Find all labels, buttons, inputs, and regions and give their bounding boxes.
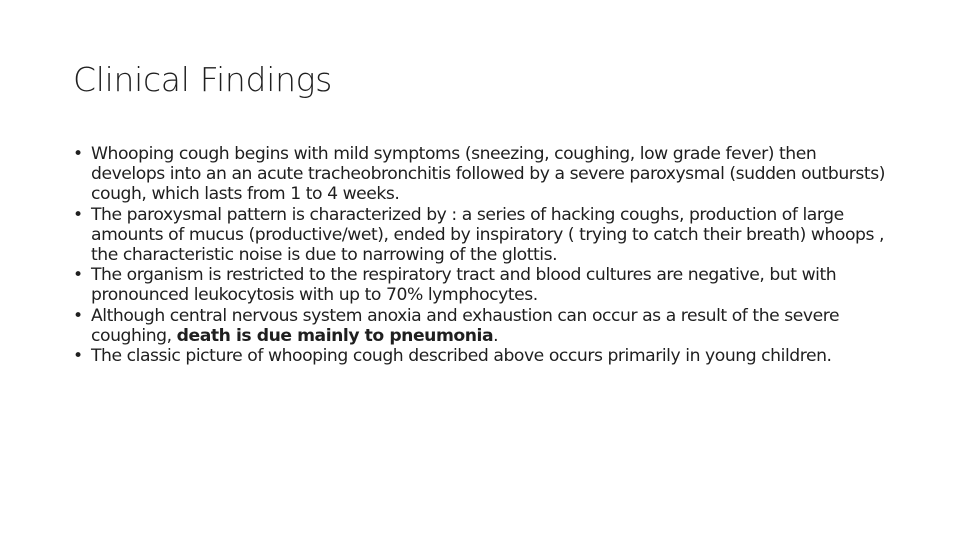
bullet-marker: • [73, 204, 83, 225]
bullet-item [73, 265, 893, 305]
bullet-item [73, 346, 893, 366]
bullet-text: The organism is restricted to the respiratory tract and blood cultures are negative, but with pronounced leukocytosis with up to 70% lymphocytes. [91, 265, 837, 306]
bullet-marker: • [73, 265, 83, 286]
bullet-item [73, 306, 893, 346]
bullet-marker: • [73, 144, 83, 164]
bullet-list [73, 144, 893, 366]
bullet-text [91, 306, 893, 346]
bullet-marker: • [73, 305, 83, 326]
bullet-text: The classic picture of whooping cough described above occurs primarily in young children. [91, 346, 832, 367]
bullet-text-part: Although central nervous system anoxia and exhaustion can occur as a result of the severe coughing, [91, 305, 840, 346]
bullet-item [73, 144, 893, 205]
bullet-text-part: . [493, 325, 499, 346]
bullet-marker: • [73, 346, 83, 367]
bullet-text: The paroxysmal pattern is characterized by : a series of hacking coughs, production of large amounts of mucus (productive/wet), ended by inspiratory ( trying to catch their breath) whoops , the characteristic noise is due to narrowing of the glottis. [91, 204, 885, 266]
slide-title: Clinical Findings [73, 60, 333, 99]
emphasized-text: death is due mainly to pneumonia [176, 325, 494, 346]
bullet-text: Whooping cough begins with mild symptoms (sneezing, coughing, low grade fever) then develops into an an acute tracheobronchitis followed by a severe paroxysmal (sudden outbursts) cough, which lasts from 1 to 4 weeks. [91, 144, 885, 205]
bullet-item [73, 205, 893, 266]
